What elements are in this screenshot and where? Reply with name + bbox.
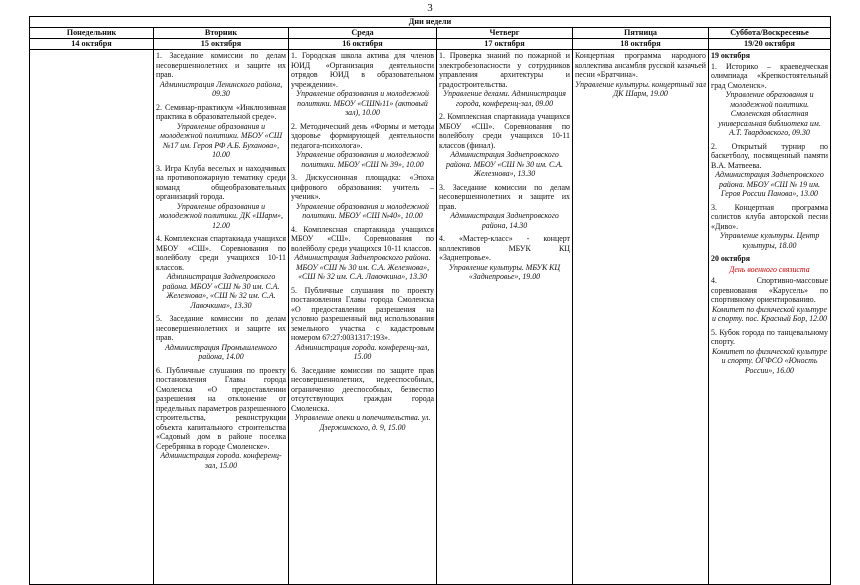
day-date: 18 октября [573,39,709,50]
holiday-note: День военного связиста [729,264,810,274]
weekend-events-cell [709,50,831,585]
day-name: Суббота/Воскресенье [709,28,831,39]
event-organizer: Комитет по физической культуре и спорту. ОГФСО «Юность России», 16.00 [712,346,827,375]
event-text: 3. Концертная программа солистов клуба авторской песни «Диво». [711,202,829,231]
event-organizer: Управление образования и молодежной политики. МБОУ «СШ №40», 10.00 [296,201,429,220]
event-text: 1. Историко – краеведческая олимпиада «Крепкостоятельный град Смоленск». [711,61,829,90]
event-organizer: Управление образования и молодежной политики. МБОУ «СШ №17 им. Героя РФ А.Б. Буханова», 10.00 [159,121,283,159]
table-header-title: Дни недели [30,17,831,28]
event-text: 1. Проверка знаний по пожарной и электробезопасности у сотрудников управления архитектуры и градостроительства. [439,51,570,89]
event-item [439,183,570,231]
event-item [439,234,570,282]
event-item [711,142,828,199]
event-text: 4. «Мастер-класс» - концерт коллективов МБУК КЦ «Заднепровье». [439,234,570,262]
event-organizer: Администрация Заднепровского района. МБОУ «СШ № 19 им. Героя России Панова», 13.00 [715,170,824,198]
event-item [575,51,706,99]
thursday-events-cell [437,50,573,585]
page-number: 3 [427,2,433,14]
event-organizer: Управление культуры. МБУК КЦ «Заднепровье», 19.00 [448,262,561,281]
event-item [291,286,434,362]
event-item [439,51,570,108]
day-name: Понедельник [30,28,154,39]
event-organizer: Управление образования и молодежной политики. МБОУ «СШ№11» (актовый зал), 10.00 [296,89,429,117]
event-text: 2. Семинар-практикум «Инклюзивная практика в образовательной среде». [156,102,286,121]
event-text: 6. Заседание комиссии по защите прав несовершеннолетних, недееспособных, ограниченно дееспособных, безвестно отсутствующих граждан города Смоленска. [291,365,434,413]
day-date: 16 октября [289,39,437,50]
day-name: Среда [289,28,437,39]
day-name: Четверг [437,28,573,39]
event-text: 3. Дискуссионная площадка: «Эпоха цифрового образования: учитель – ученик». [291,173,434,201]
event-text: 1. Заседание комиссии по делам несовершеннолетних и защите их прав. [156,51,286,79]
event-organizer: Управление культуры. Центр культуры, 18.00 [719,231,820,250]
event-organizer: Управление делами. Администрация города, конференц-зал, 09.00 [443,89,566,108]
day-date: 19/20 октября [709,39,831,50]
wednesday-events-cell [289,50,437,585]
event-organizer: Администрация Заднепровского района. МБОУ «СШ № 30 им. С.А. Железнова», «СШ № 32 им. С.А. Лавочкина», 13.30 [294,253,431,281]
event-organizer: Администрация Ленинского района, 09.30 [159,79,283,98]
day-subheading: 20 октября [711,254,750,263]
event-organizer: Администрация города. конференц-зал, 15.00 [295,342,430,361]
event-text: 2. Методический день «Формы и методы здоровье формирующей деятельности педагога-психолога». [291,121,434,150]
event-text: 2. Открытый турнир по баскетболу, посвященный памяти В.А. Матвеева. [711,141,829,170]
event-organizer: Управление образования и молодежной политики. МБОУ «СШ № 39», 10.00 [296,150,429,169]
event-item [291,51,434,118]
event-text: 5. Публичные слушания по проекту постановления Главы города Смоленска «О предоставлении разрешения на условно разрешенный вид использования земельного участка с кадастровым номером 67:27:0031317:193». [291,285,434,342]
event-item [291,366,434,433]
event-item [156,366,286,471]
friday-events-cell [573,50,709,585]
event-item [156,103,286,160]
event-item [156,51,286,99]
event-organizer: Администрация Заднепровского района, 14.30 [450,211,559,230]
event-text: 4. Комплексная спартакиада учащихся МБОУ «СШ». Соревнования по волейболу среди учащихся 10-11 классов. [291,224,434,253]
event-text: 3. Игра Клуба веселых и находчивых на противопожарную тематику среди команд общеобразовательных организаций города. [156,163,286,201]
day-name: Пятница [573,28,709,39]
event-item [439,112,570,179]
event-text: 2. Комплексная спартакиада учащихся МБОУ «СШ». Соревнования по волейболу среди учащихся 10-11 классов (финал). [439,112,570,150]
event-item [156,234,286,310]
day-date: 14 октября [30,39,154,50]
day-date: 15 октября [154,39,289,50]
event-organizer: Администрация города. конференц-зал, 15.00 [160,451,282,470]
event-item [291,225,434,282]
event-organizer: Администрация Заднепровского района. МБОУ «СШ № 30 им. С.А. Железнова», 13.30 [446,150,563,178]
day-date: 17 октября [437,39,573,50]
event-item [711,276,828,324]
monday-events-cell [30,50,154,585]
event-organizer: Управление образования и молодежной политики. ДК «Шарм», 12.00 [159,201,283,230]
event-organizer: Администрация Промышленного района, 14.00 [165,342,277,361]
event-organizer: Управление культуры. концертный зал ДК Шарм, 19.00 [575,79,706,98]
event-item [156,314,286,362]
event-item [711,203,828,251]
event-organizer: Управление образования и молодежной политики. Смоленская областная универсальная библиотека им. А.Т. Твардовского, 09.30 [718,90,821,137]
event-text: 3. Заседание комиссии по делам несовершеннолетних и защите их прав. [439,182,570,211]
tuesday-events-cell [154,50,289,585]
event-text: 4. Комплексная спартакиада учащихся МБОУ «СШ». Соревнования по волейболу среди учащихся 10-11 классов. [156,234,286,272]
event-item [291,173,434,221]
event-text: 6. Публичные слушания по проекту постановления Главы города Смоленска «О предоставлении разрешения на отклонение от предельных параметров разрешенного строительства, реконструкции объекта капитального строительства «Садовый дом в районе поселка Серебрянка в городе Смоленске». [156,365,286,451]
event-text: 1. Городская школа актива для членов ЮИД «Организация деятельности отрядов ЮИД в образовательном учреждении». [291,51,434,89]
event-organizer: Управление опеки и попечительства. ул. Дзержинского, д. 9, 15.00 [294,413,431,432]
event-text: 5. Заседание комиссии по делам несовершеннолетних и защите их прав. [156,314,286,342]
event-text: 4. Спортивно-массовые соревнования «Карусель» по спортивному ориентированию. [711,276,829,304]
event-text: 5. Кубок города по танцевальному спорту. [711,327,829,346]
event-item [291,122,434,170]
event-organizer: Администрация Заднепровского района. МБОУ «СШ № 30 им. С.А. Железнова», «СШ № 32 им. С.А. Лавочкина», 13.30 [162,272,280,310]
event-text: Концертная программа народного коллектива ансамбля русской казачьей песни «Братчина». [575,51,706,79]
event-item [711,62,828,138]
day-name: Вторник [154,28,289,39]
event-item [711,328,828,376]
event-organizer: Комитет по физической культуре и спорту. пос. Красный Бор, 12.00 [712,304,827,323]
day-subheading: 19 октября [711,51,750,60]
event-item [156,164,286,231]
weekly-schedule-table [29,16,831,585]
